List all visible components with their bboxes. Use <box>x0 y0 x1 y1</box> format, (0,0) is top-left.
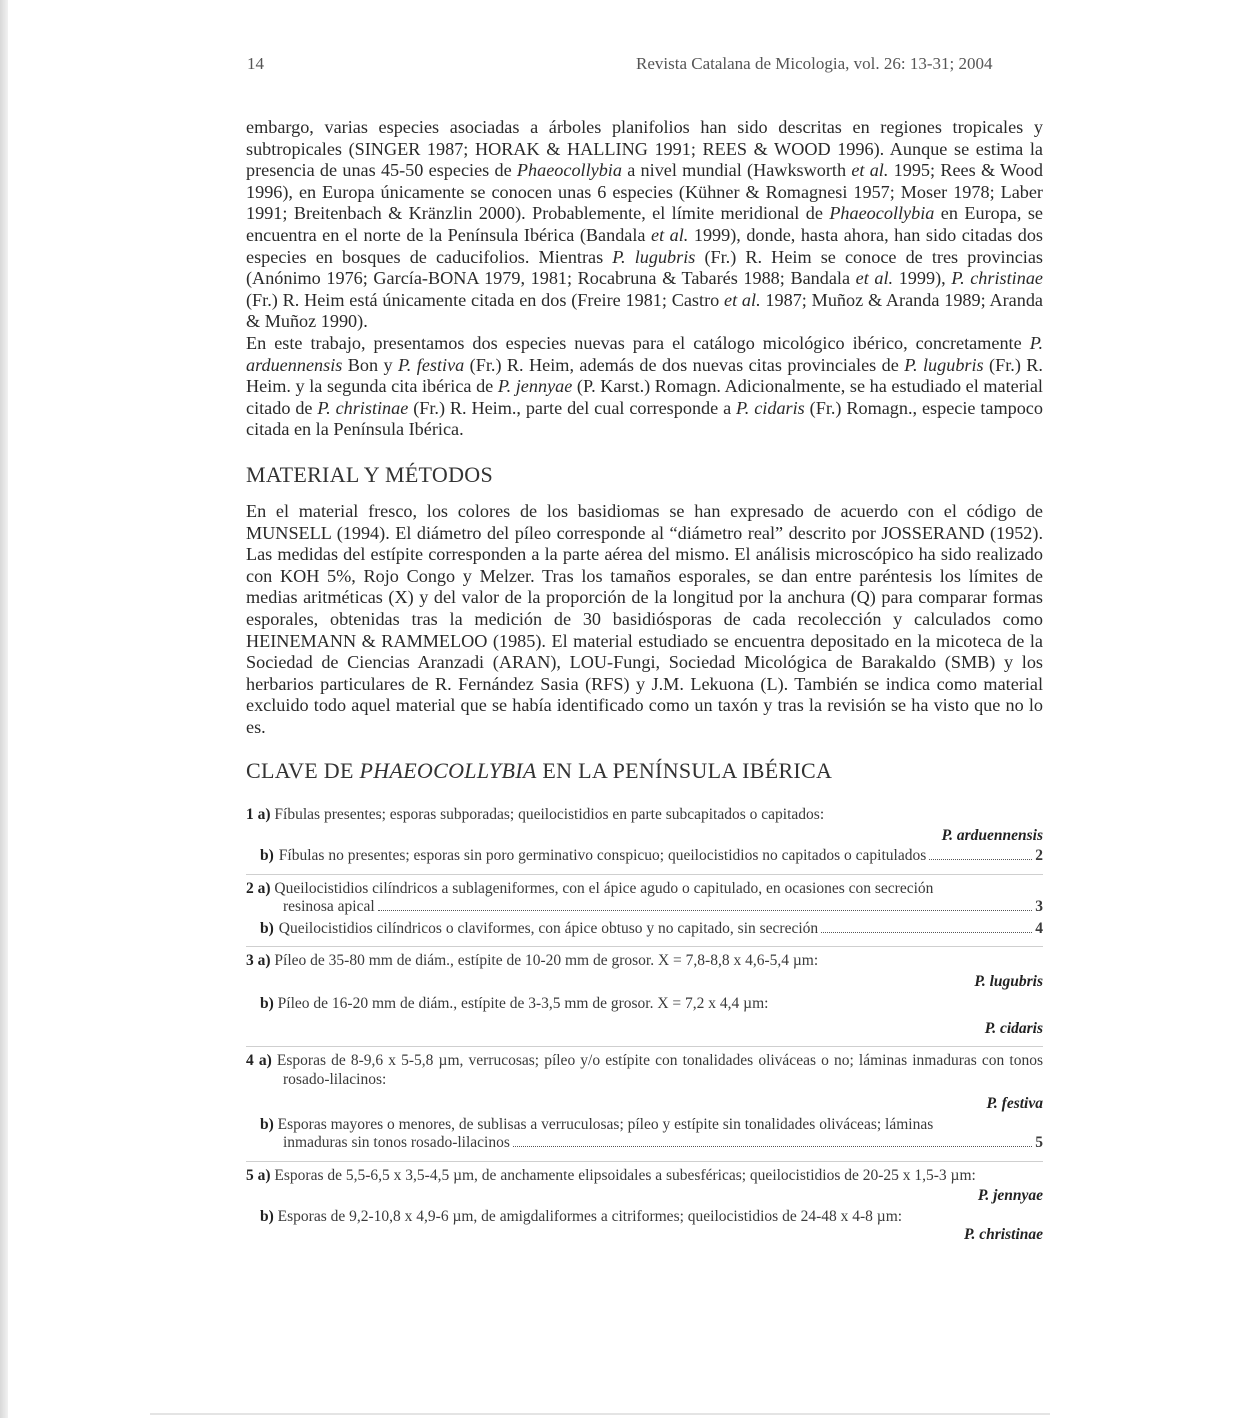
key-couplet-2 <box>246 874 1043 939</box>
key-result-arduennensis: P. arduennensis <box>941 826 1043 844</box>
key-lead-4b: b) Esporas mayores o menores, de sublisas a verruculosas; píleo y estípite sin tonalidades oliváceas; láminas <box>260 1115 934 1133</box>
intro-paragraph-2: En este trabajo, presentamos dos especies nuevas para el catálogo micológico ibérico, concretamente P. arduennensis Bon y P. festiva (Fr.) R. Heim, además de dos nuevas citas provinciales de P. lugubris (Fr.) R. Heim. y la segunda cita ibérica de P. jennyae (P. Karst.) Romagn. Adicionalmente, se ha estudiado el material citado de P. christinae (Fr.) R. Heim., parte del cual corresponde a P. cidaris (Fr.) Romagn., especie tampoco citada en la Península Ibérica. <box>246 332 1043 440</box>
key-couplet-1 <box>246 806 1043 866</box>
key-result-lugubris: P. lugubris <box>974 972 1043 990</box>
intro-paragraph-1: embargo, varias especies asociadas a árboles planifolios han sido descritas en regiones tropicales y subtropicales (SINGER 1987; HORAK & HALLING 1991; REES & WOOD 1996). Aunque se estima la presencia de unas 45-50 especies de Phaeocollybia a nivel mundial (Hawksworth et al. 1995; Rees & Wood 1996), en Europa únicamente se conocen unas 6 especies (Kühner & Romagnesi 1957; Moser 1978; Laber 1991; Breitenbach & Kränzlin 2000). Probablemente, el límite meridional de Phaeocollybia en Europa, se encuentra en el norte de la Península Ibérica (Bandala et al. 1999), donde, hasta ahora, han sido citadas dos especies en bosques de caducifolios. Mientras P. lugubris (Fr.) R. Heim se conoce de tres provincias (Anónimo 1976; García-BONA 1979, 1981; Rocabruna & Tabarés 1988; Bandala et al. 1999), P. christinae (Fr.) R. Heim está únicamente citada en dos (Freire 1981; Castro et al. 1987; Muñoz & Aranda 1989; Aranda & Muñoz 1990). <box>246 117 1044 332</box>
key-lead-2a-cont: resinosa apical 3 <box>283 898 1043 915</box>
key-lead-5b: b) Esporas de 9,2-10,8 x 4,9-6 µm, de amigdaliformes a citriformes; queilocistidios de 24-48 x 4-8 µm: <box>260 1207 903 1225</box>
leader-dots <box>821 931 1032 933</box>
key-lead-3b: b) Píleo de 16-20 mm de diám., estípite de 3-3,5 mm de grosor. X = 7,2 x 4,4 µm: <box>260 995 769 1012</box>
key-lead-2a: 2 a) Queilocistidios cilíndricos a sublageniformes, con el ápice agudo o capitulado, en ocasiones con secreción <box>246 879 934 897</box>
running-header: Revista Catalana de Micologia, vol. 26: 13-31; 2004 <box>636 54 993 73</box>
key-result-jennyae: P. jennyae <box>977 1187 1043 1204</box>
methods-text <box>246 501 1043 739</box>
leader-dots <box>513 1145 1032 1147</box>
key-result-festiva: P. festiva <box>986 1095 1043 1112</box>
key-lead-2b: b) Queilocistidios cilíndricos o claviformes, con ápice obtuso y no capitado, sin secreción 4 <box>260 919 1043 937</box>
key-lead-3a: 3 a) Píleo de 35-80 mm de diám., estípite de 10-20 mm de grosor. X = 7,8-8,8 x 4,6-5,4 µm: <box>246 952 819 969</box>
section-heading-methods: MATERIAL Y MÉTODOS <box>246 462 493 487</box>
key-couplet-4 <box>246 1046 1043 1153</box>
key-result-christinae: P. christinae <box>964 1226 1043 1243</box>
key-lead-1a: 1 a) Fíbulas presentes; esporas subporadas; queilocistidios en parte subcapitados o capitados: <box>246 806 825 823</box>
section-heading-key: CLAVE DE PHAEOCOLLYBIA EN LA PENÍNSULA IBÉRICA <box>246 758 833 783</box>
key-lead-5a: 5 a) Esporas de 5,5-6,5 x 3,5-4,5 µm, de anchamente elipsoidales a subesféricas; queilocistidios de 20-25 x 1,5-3 µm: <box>246 1166 976 1184</box>
page-number: 14 <box>247 54 264 73</box>
leader-dots <box>378 909 1033 911</box>
leader-dots <box>929 858 1032 860</box>
key-couplet-3 <box>246 946 1043 1038</box>
key-lead-4a: 4 a) Esporas de 8-9,6 x 5-5,8 µm, verrucosas; píleo y/o estípite con tonalidades oliváceas o no; láminas inmaduras con tonos rosado-lilacinos: <box>246 1052 1043 1088</box>
key-result-cidaris: P. cidaris <box>984 1019 1043 1037</box>
methods-paragraph: En el material fresco, los colores de los basidiomas se han expresado de acuerdo con el código de MUNSELL (1994). El diámetro del píleo corresponde al “diámetro real” descrito por JOSSERAND (1952). Las medidas del estípite corresponden a la parte aérea del mismo. El análisis microscópico ha sido realizado con KOH 5%, Rojo Congo y Melzer. Tras los tamaños esporales, se dan entre paréntesis los límites de medias aritméticas (X) y del valor de la proporción de la longitud por la anchura (Q) para comparar formas esporales, obtenidas tras la medición de 30 basidiósporas de cada recolección y calculados como HEINEMANN & RAMMELOO (1985). El material estudiado se encuentra depositado en la micoteca de la Sociedad de Ciencias Aranzadi (ARAN), LOU-Fungi, Sociedad Micológica de Barakaldo (SMB) y los herbarios particulares de R. Fernández Sasia (RFS) y J.M. Lekuona (L). También se indica como material excluido todo aquel material que se había identificado como un taxón y tras la revisión se ha visto que no lo es. <box>246 501 1043 737</box>
intro-text <box>246 117 1043 441</box>
identification-key <box>246 806 1043 1245</box>
key-lead-4b-cont: inmaduras sin tonos rosado-lilacinos 5 <box>283 1134 1043 1151</box>
page-edge-shadow <box>0 0 8 1418</box>
key-lead-1b: b) Fíbulas no presentes; esporas sin poro germinativo conspicuo; queilocistidios no capitados o capitulados 2 <box>260 847 1043 864</box>
key-couplet-5 <box>246 1161 1043 1245</box>
page-bottom-rule <box>150 1413 1050 1415</box>
